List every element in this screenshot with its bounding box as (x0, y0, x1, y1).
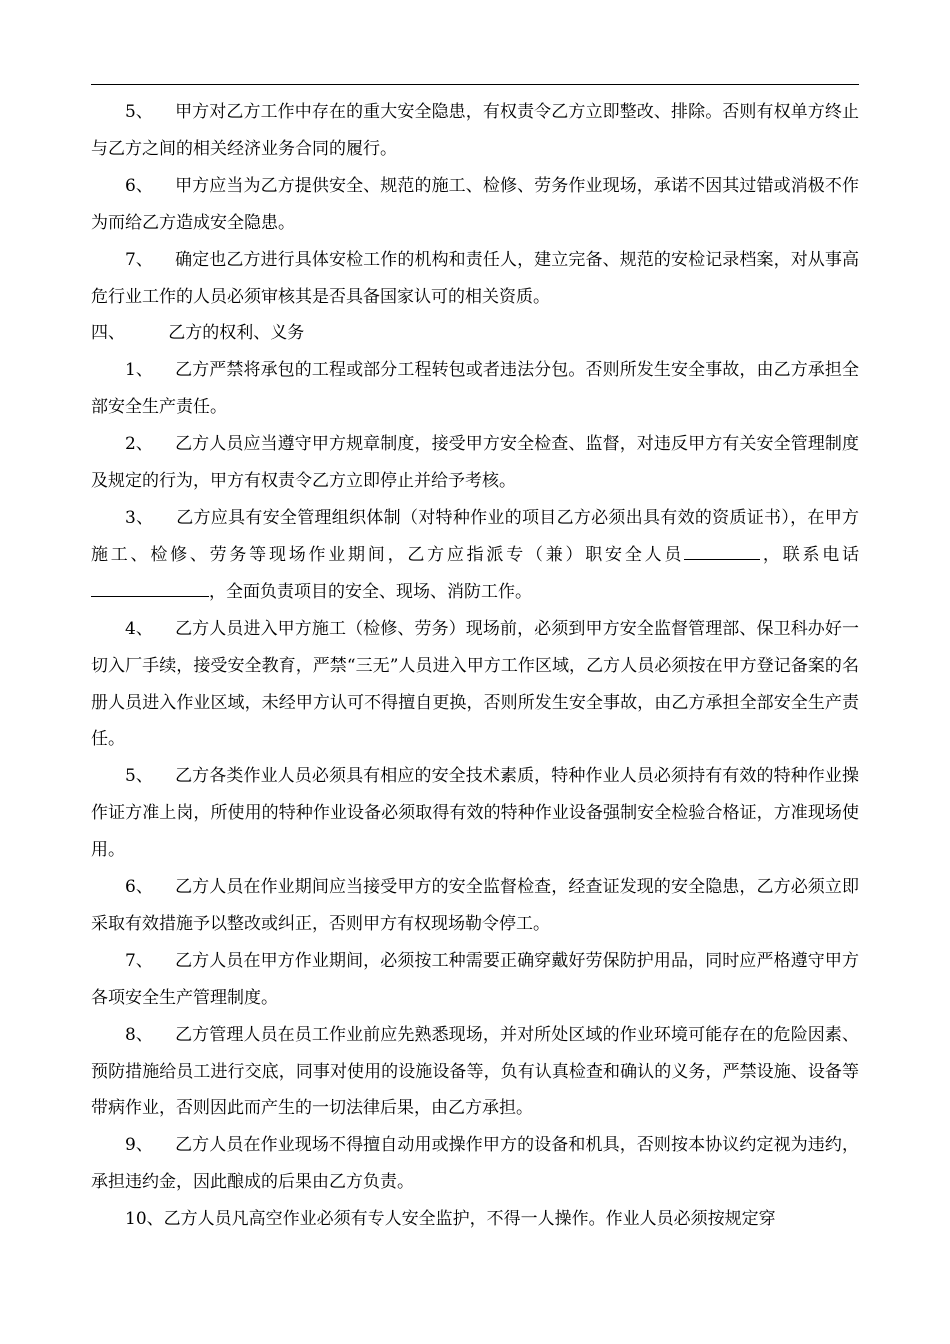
clause-number: 7、 (125, 950, 154, 971)
clause-number: 1、 (125, 360, 154, 381)
clause-number: 6、 (125, 175, 154, 196)
clause-text: 乙方人员凡高空作业必须有专人安全监护，不得一人操作。作业人员必须按规定穿 (163, 1209, 776, 1230)
clause-text: 确定也乙方进行具体安检工作的机构和责任人，建立完备、规范的安检记录档案，对从事高危行业工作的人员必须审核其是否具备国家认可的相关资质。 (91, 249, 860, 307)
clause-text: 乙方人员应当遵守甲方规章制度，接受甲方安全检查、监督，对违反甲方有关安全管理制度及规定的行为，甲方有权责令乙方立即停止并给予考核。 (91, 434, 860, 492)
clause-paragraph (91, 426, 859, 500)
clause-number: 2、 (125, 434, 154, 455)
clause-paragraph (91, 869, 859, 943)
section-title: 乙方的权利、义务 (168, 323, 305, 344)
section-heading (91, 315, 859, 352)
clause-paragraph (91, 758, 859, 869)
document-body (91, 94, 859, 1238)
clause-number: 6、 (125, 877, 154, 898)
clause-paragraph (91, 1201, 859, 1238)
header-rule (91, 84, 859, 85)
clause-number: 7、 (125, 249, 154, 270)
clause-paragraph (91, 1127, 859, 1201)
clause-number: 4、 (125, 618, 154, 639)
clause-number: 5、 (125, 766, 154, 787)
clause-paragraph (91, 943, 859, 1017)
clause-text: 乙方各类作业人员必须具有相应的安全技术素质，特种作业人员必须持有有效的特种作业操作证方准上岗，所使用的特种作业设备必须取得有效的特种作业设备强制安全检验合格证，方准现场使用。 (91, 766, 860, 861)
clause-text: 乙方人员在作业现场不得擅自动用或操作甲方的设备和机具，否则按本协议约定视为违约，承担违约金，因此酿成的后果由乙方负责。 (91, 1135, 860, 1193)
safety-officer-blank[interactable] (684, 541, 760, 560)
clause-text: 乙方人员在作业期间应当接受甲方的安全监督检查，经查证发现的安全隐患，乙方必须立即采取有效措施予以整改或纠正，否则甲方有权现场勒令停工。 (91, 877, 860, 934)
clause-number: 8、 (125, 1024, 154, 1045)
clause-text: 乙方应具有安全管理组织体制（对特种作业的项目乙方必须出具有效的资质证书），在甲方施工、检修、劳务等现场作业期间，乙方应指派专（兼）职安全人员 (91, 507, 859, 565)
clause-paragraph (91, 352, 859, 426)
clause-text: 乙方严禁将承包的工程或部分工程转包或者违法分包。否则所发生安全事故，由乙方承担全部安全生产责任。 (91, 360, 860, 418)
clause-text: 甲方应当为乙方提供安全、规范的施工、检修、劳务作业现场，承诺不因其过错或消极不作为而给乙方造成安全隐患。 (91, 175, 860, 233)
clause-paragraph (91, 242, 859, 316)
section-number: 四、 (91, 323, 125, 344)
clause-text: 乙方人员在甲方作业期间，必须按工种需要正确穿戴好劳保防护用品，同时应严格遵守甲方各项安全生产管理制度。 (91, 950, 860, 1008)
clause-paragraph (91, 1017, 859, 1128)
clause-text: ，联系电话 (760, 544, 860, 565)
phone-number-blank[interactable] (91, 578, 209, 597)
clause-text: 乙方管理人员在员工作业前应先熟悉现场，并对所处区域的作业环境可能存在的危险因素、预防措施给员工进行交底，同事对使用的设施设备等，负有认真检查和确认的义务，严禁设施、设备等带病作业，否则因此而产生的一切法律后果，由乙方承担。 (91, 1024, 860, 1119)
clause-number: 10、 (125, 1209, 164, 1230)
clause-paragraph (91, 611, 859, 759)
clause-text: 甲方对乙方工作中存在的重大安全隐患，有权责令乙方立即整改、排除。否则有权单方终止与乙方之间的相关经济业务合同的履行。 (91, 102, 860, 159)
clause-text: 乙方人员进入甲方施工（检修、劳务）现场前，必须到甲方安全监督管理部、保卫科办好一切入厂手续，接受安全教育，严禁“三无”人员进入甲方工作区域，乙方人员必须按在甲方登记备案的名册人员进入作业区域，未经甲方认可不得擅自更换，否则所发生安全事故，由乙方承担全部安全生产责任。 (91, 618, 860, 750)
clause-paragraph (91, 94, 859, 168)
clause-paragraph (91, 500, 859, 611)
clause-number: 9、 (125, 1135, 154, 1156)
clause-number: 3、 (125, 507, 154, 528)
clause-text: ，全面负责项目的安全、现场、消防工作。 (209, 581, 532, 602)
clause-paragraph (91, 168, 859, 242)
clause-number: 5、 (125, 102, 154, 122)
